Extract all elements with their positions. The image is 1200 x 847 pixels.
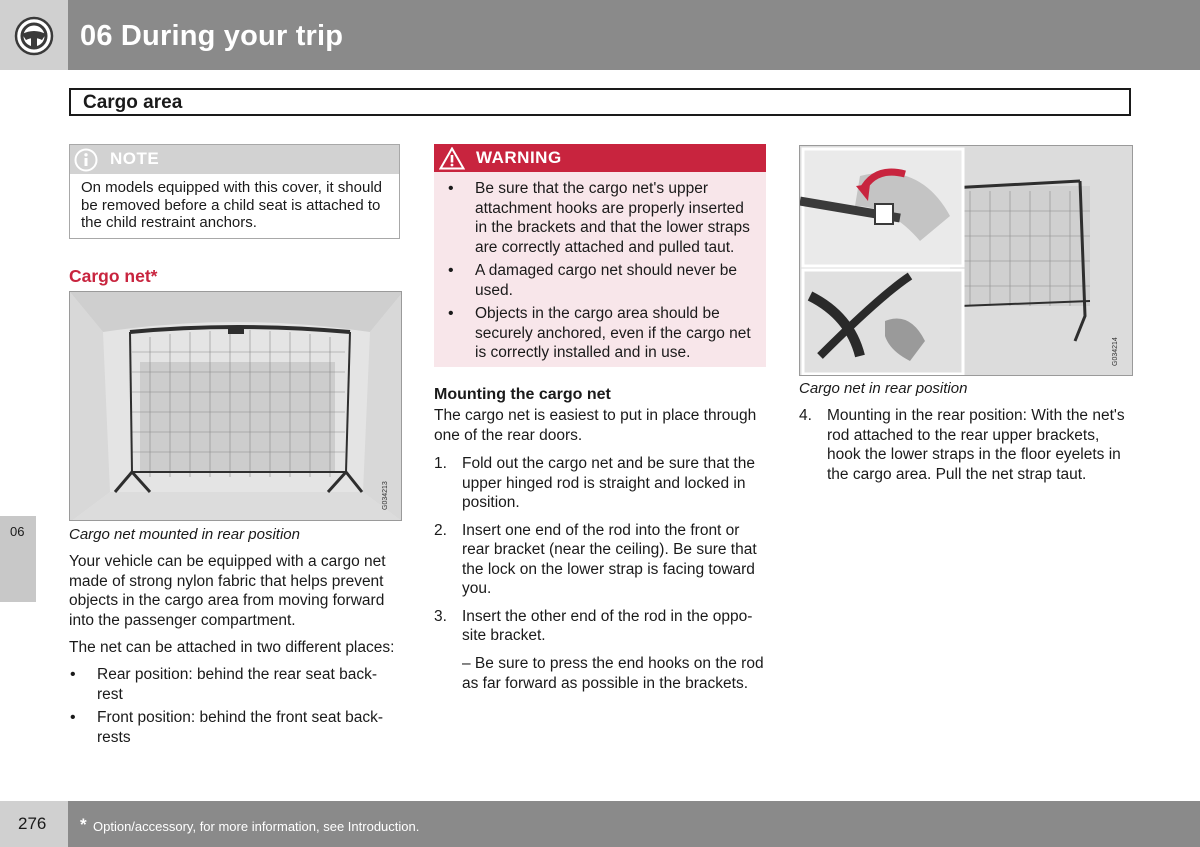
mounting-steps-continued [799,406,1135,492]
list-item [434,521,770,599]
note-header [70,145,399,174]
page-number: 276 [18,814,47,833]
chapter-title: 06 During your trip [80,20,344,52]
mounting-heading: Mounting the cargo net [434,386,611,403]
figure2-caption: Cargo net in rear position [799,380,968,397]
bracket-illustration [800,146,1133,376]
mounting-steps [434,454,770,654]
mounting-intro: The cargo net is easiest to put in place through one of the rear doors. [434,407,757,444]
step-text: Insert one end of the rod into the front or rear bracket (near the ceiling). Be sure that the lock on the lower strap is facing toward you. [462,521,757,597]
figure1-caption: Cargo net mounted in rear position [69,526,300,543]
note-text: On models equipped with this cover, it should be removed before a child seat is attached to the child restraint anchors. [81,179,383,231]
figure1-code: G034213 [382,481,389,510]
note-box [69,144,400,239]
header-logo-panel [0,0,68,70]
warning-list [447,179,757,363]
step-text: Fold out the cargo net and be sure that the upper hinged rod is straight and locked in position. [462,455,755,511]
figure2-code: G034214 [1112,337,1119,366]
step-number: 1. [434,455,447,472]
step-number: 4. [799,407,812,424]
cargo-net-heading: Cargo net* [69,266,158,286]
step-text: Insert the other end of the rod in the oppo-site bracket. [462,607,753,644]
cargo-net-rear-figure [69,291,402,521]
step-number: 2. [434,521,447,539]
warning-triangle-icon [439,147,465,170]
cargo-net-places-list [69,665,401,747]
list-item: • Rear position: behind the rear seat back-rest [69,665,401,704]
step-text: Mounting in the rear position: With the net's rod attached to the rear upper brackets, hook the lower straps in the floor eyelets in the cargo area. Pull the net strap taut. [827,407,1125,483]
cargo-net-bracket-figure [799,145,1133,376]
list-item [434,454,770,513]
chapter-side-tab [0,516,36,602]
note-label: NOTE [110,149,160,168]
list-item [434,607,770,646]
footnote-text: Option/accessory, for more information, see Introduction. [93,819,420,834]
warning-header [434,144,766,172]
warning-box [434,144,766,367]
step-number: 3. [434,607,447,625]
warning-label: WARNING [476,148,562,167]
cargo-net-places-intro: The net can be attached in two different places: [69,639,395,656]
cargo-net-intro: Your vehicle can be equipped with a cargo net made of strong nylon fabric that helps prevent objects in the cargo area from moving forward into the passenger compartment. [69,553,386,629]
side-tab-label: 06 [10,524,25,539]
list-item [799,406,1135,484]
list-item: • Objects in the cargo area should be securely anchored, even if the cargo net is correctly installed and in use. [447,304,757,363]
list-item: • Front position: behind the front seat back-rests [69,708,401,747]
footnote-star: * [80,815,87,834]
section-title-box [69,88,1131,116]
step3-note: – Be sure to press the end hooks on the rod as far forward as possible in the brackets. [462,655,764,692]
info-icon [74,148,98,172]
cargo-net-illustration [70,292,402,521]
steering-wheel-icon [14,16,54,56]
list-item: • A damaged cargo net should never be used. [447,261,757,300]
list-item: • Be sure that the cargo net's upper attachment hooks are properly inserted in the brackets and that the lower straps are correctly attached and pulled taut. [447,179,757,257]
section-title: Cargo area [83,92,183,113]
